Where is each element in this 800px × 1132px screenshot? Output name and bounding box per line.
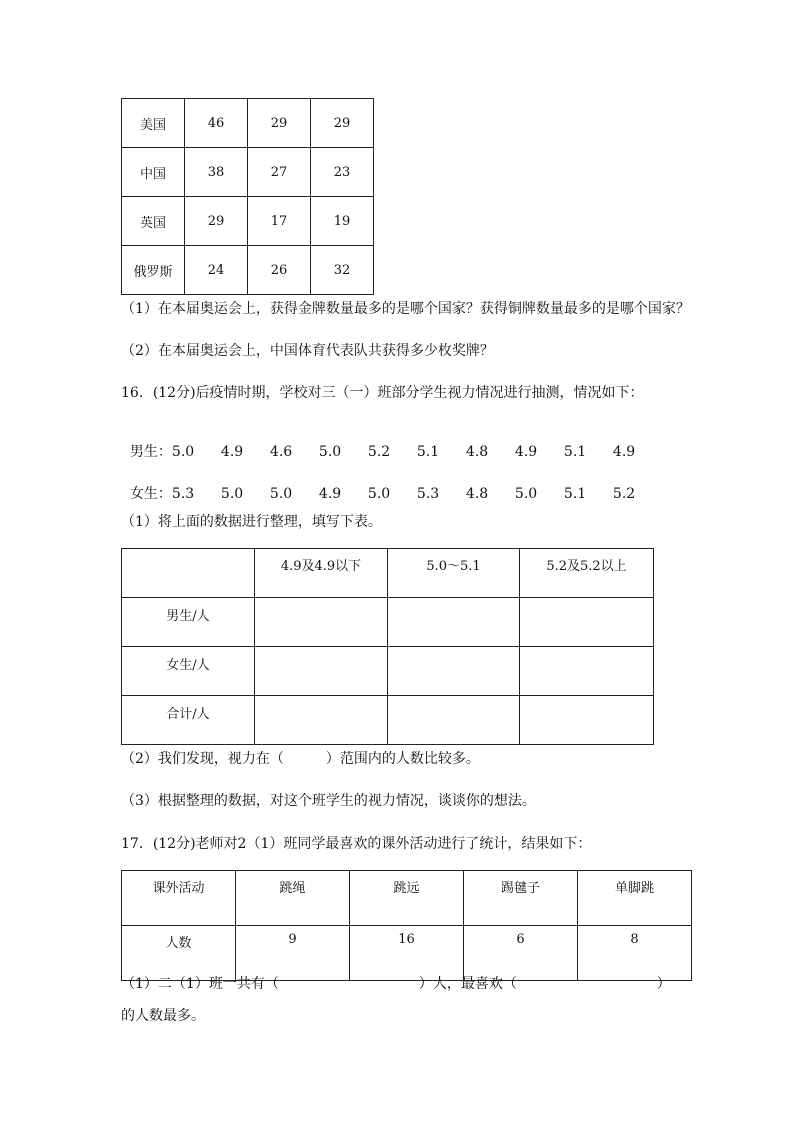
medal-cell-silver: 29: [248, 99, 311, 148]
activity-header-cell: 跳绳: [236, 871, 350, 926]
medal-cell-gold: 46: [185, 99, 248, 148]
vision-row-label: 合计/人: [122, 696, 255, 745]
boys-value: 5.1: [563, 444, 587, 460]
girls-label: 女生：: [129, 486, 172, 502]
vision-header-row: [122, 549, 654, 598]
vision-blank-cell[interactable]: [388, 647, 520, 696]
boys-value: 5.0: [171, 444, 195, 460]
boys-value: 4.9: [220, 444, 244, 460]
activity-header-cell: 跳远: [350, 871, 464, 926]
medal-cell-bronze: 23: [311, 148, 374, 197]
girls-value: 4.9: [318, 486, 342, 502]
medal-row: [122, 197, 374, 246]
vision-header-cell: [122, 549, 255, 598]
vision-header-cell: 4.9及4.9以下: [255, 549, 388, 598]
vision-header-cell: 5.0～5.1: [388, 549, 520, 598]
activity-header-cell: 课外活动: [122, 871, 236, 926]
girls-data-line: [121, 467, 662, 503]
vision-blank-cell[interactable]: [255, 647, 388, 696]
medal-cell-country: 美国: [122, 99, 185, 148]
vision-blank-cell[interactable]: [520, 598, 654, 647]
medal-row: [122, 148, 374, 197]
vision-blank-cell[interactable]: [255, 696, 388, 745]
girls-value: 5.3: [171, 486, 195, 502]
medal-cell-gold: 24: [185, 246, 248, 295]
boys-label: 男生：: [129, 444, 172, 460]
girls-value: 5.3: [416, 486, 440, 502]
medal-cell-gold: 38: [185, 148, 248, 197]
vision-blank-cell[interactable]: [388, 696, 520, 745]
q17-part1-line2: 的人数最多。: [121, 1008, 205, 1024]
activity-count-cell: 6: [464, 926, 578, 981]
medal-cell-gold: 29: [185, 197, 248, 246]
girls-value: 5.1: [563, 486, 587, 502]
boys-value: 4.9: [612, 444, 636, 460]
vision-blank-cell[interactable]: [388, 598, 520, 647]
medal-cell-country: 俄罗斯: [122, 246, 185, 295]
vision-row: [122, 696, 654, 745]
vision-blank-cell[interactable]: [520, 647, 654, 696]
activity-row-label: 人数: [122, 926, 236, 981]
q16-part1: （1）将上面的数据进行整理，填写下表。: [121, 514, 382, 530]
girls-value: 5.2: [612, 486, 636, 502]
boys-value: 5.1: [416, 444, 440, 460]
girls-value: 4.8: [465, 486, 489, 502]
q17-title: 17．(12分)老师对2（1）班同学最喜欢的课外活动进行了统计，结果如下：: [121, 836, 592, 852]
q16-part3: （3）根据整理的数据，对这个班学生的视力情况，谈谈你的想法。: [121, 793, 536, 809]
medal-cell-bronze: 19: [311, 197, 374, 246]
medal-cell-bronze: 32: [311, 246, 374, 295]
q16-part2: （2）我们发现，视力在（ ）范围内的人数比较多。: [121, 751, 480, 767]
activity-header-cell: 单脚跳: [578, 871, 692, 926]
boys-value: 5.0: [318, 444, 342, 460]
vision-header-cell: 5.2及5.2以上: [520, 549, 654, 598]
medal-cell-silver: 26: [248, 246, 311, 295]
girls-value: 5.0: [220, 486, 244, 502]
girls-value: 5.0: [514, 486, 538, 502]
vision-row: [122, 647, 654, 696]
medal-cell-silver: 27: [248, 148, 311, 197]
boys-data-line: [121, 425, 662, 461]
boys-value: 4.8: [465, 444, 489, 460]
vision-row-label: 女生/人: [122, 647, 255, 696]
boys-value: 4.9: [514, 444, 538, 460]
boys-value: 4.6: [269, 444, 293, 460]
vision-blank-cell[interactable]: [520, 696, 654, 745]
medal-cell-country: 英国: [122, 197, 185, 246]
vision-row-label: 男生/人: [122, 598, 255, 647]
activity-header-cell: 踢毽子: [464, 871, 578, 926]
boys-value: 5.2: [367, 444, 391, 460]
medal-row: [122, 246, 374, 295]
medal-cell-bronze: 29: [311, 99, 374, 148]
vision-table: [121, 548, 654, 745]
medal-row: [122, 99, 374, 148]
activity-count-cell: 9: [236, 926, 350, 981]
q16-title: 16．(12分)后疫情时期，学校对三（一）班部分学生视力情况进行抽测，情况如下：: [121, 385, 644, 401]
medal-table: [121, 98, 374, 295]
activity-count-cell: 8: [578, 926, 692, 981]
medal-cell-silver: 17: [248, 197, 311, 246]
q15-part1: （1）在本届奥运会上，获得金牌数量最多的是哪个国家？获得铜牌数量最多的是哪个国家？: [121, 301, 690, 317]
activity-table: [121, 870, 692, 981]
q15-part2: （2）在本届奥运会上，中国体育代表队共获得多少枚奖牌？: [121, 343, 494, 359]
girls-value: 5.0: [367, 486, 391, 502]
q17-part1-line1: （1）二（1）班一共有（ ）人，最喜欢（ ）: [121, 976, 671, 992]
activity-count-cell: 16: [350, 926, 464, 981]
vision-row: [122, 598, 654, 647]
vision-blank-cell[interactable]: [255, 598, 388, 647]
medal-cell-country: 中国: [122, 148, 185, 197]
activity-header-row: [122, 871, 692, 926]
girls-value: 5.0: [269, 486, 293, 502]
